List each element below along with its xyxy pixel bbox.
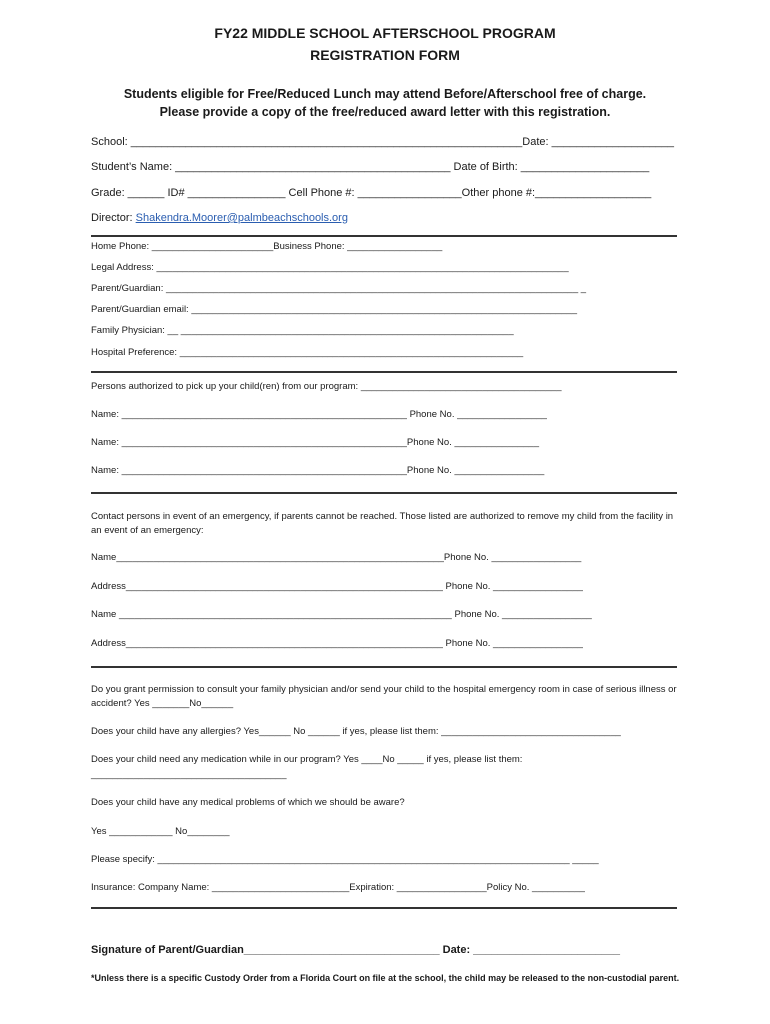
parent-guardian-email-field[interactable]: Parent/Guardian email: _________________________________________________________________________ <box>91 304 578 315</box>
form-title-line1: FY22 MIDDLE SCHOOL AFTERSCHOOL PROGRAM <box>214 25 556 41</box>
grade-id-phone-field[interactable]: Grade: ______ ID# ________________ Cell Phone #: _________________Other phone #:___________________ <box>91 187 652 199</box>
medical-problems-yes-no[interactable]: Yes ____________ No________ <box>91 826 230 837</box>
emergency-row[interactable]: Address____________________________________________________________ Phone No. _________________ <box>91 581 583 592</box>
please-specify-field[interactable]: Please specify: ______________________________________________________________________________ _____ <box>91 854 599 865</box>
eligibility-notice-line1: Students eligible for Free/Reduced Lunch may attend Before/Afterschool free of charge. <box>123 87 647 101</box>
pickup-intro[interactable]: Persons authorized to pick up your child(ren) from our program: ______________________________________ <box>91 381 562 392</box>
pickup-row[interactable]: Name: ______________________________________________________ Phone No. _________________ <box>91 409 547 420</box>
legal-address-field[interactable]: Legal Address: ______________________________________________________________________________ <box>91 262 569 273</box>
director-email-link[interactable]: Shakendra.Moorer@palmbeachschools.org <box>135 212 348 224</box>
section-divider <box>91 492 677 494</box>
pickup-row[interactable]: Name: ______________________________________________________Phone No. _________________ <box>91 465 545 476</box>
emergency-row[interactable]: Address____________________________________________________________ Phone No. _________________ <box>91 638 583 649</box>
form-title-line2: REGISTRATION FORM <box>310 47 460 63</box>
medical-permission-question[interactable]: Do you grant permission to consult your family physician and/or send your child to the hospital emergency room in case of serious illness or accident? Yes _______No______ <box>91 684 677 709</box>
section-divider <box>91 907 677 909</box>
director-label: Director: <box>91 212 136 224</box>
pickup-row[interactable]: Name: ______________________________________________________Phone No. ________________ <box>91 437 539 448</box>
parent-guardian-field[interactable]: Parent/Guardian: ______________________________________________________________________________ _ <box>91 283 587 294</box>
medical-problems-question: Does your child have any medical problems of which we should be aware? <box>91 797 405 808</box>
insurance-field[interactable]: Insurance: Company Name: __________________________Expiration: _________________Policy No. __________ <box>91 882 585 893</box>
section-divider <box>91 666 677 668</box>
medication-question[interactable]: Does your child need any medication while in our program? Yes ____No _____ if yes, please list them: <box>91 754 523 765</box>
custody-note: *Unless there is a specific Custody Order from a Florida Court on file at the school, the child may be released to the non-custodial parent. <box>91 973 680 983</box>
section-divider <box>91 371 677 373</box>
signature-field[interactable]: Signature of Parent/Guardian________________________________ Date: ________________________ <box>91 944 621 956</box>
hospital-preference-field[interactable]: Hospital Preference: _________________________________________________________________ <box>91 347 524 358</box>
student-name-dob-field[interactable]: Student’s Name: _____________________________________________ Date of Birth: _____________________ <box>91 161 650 173</box>
eligibility-notice-line2: Please provide a copy of the free/reduced award letter with this registration. <box>159 105 611 119</box>
family-physician-field[interactable]: Family Physician: __ _______________________________________________________________ <box>91 325 514 336</box>
school-date-field[interactable]: School: ________________________________________________________________Date: ____________________ <box>91 136 674 148</box>
emergency-row[interactable]: Name _______________________________________________________________ Phone No. _________________ <box>91 609 592 620</box>
medication-list-field[interactable]: _____________________________________ <box>91 769 287 780</box>
director-line <box>91 212 348 224</box>
emergency-intro: Contact persons in event of an emergency, if parents cannot be reached. Those listed are authorized to remove my child from the facility in an event of an emergency: <box>91 511 674 536</box>
allergies-question[interactable]: Does your child have any allergies? Yes______ No ______ if yes, please list them: __________________________________ <box>91 726 621 737</box>
section-divider <box>91 235 677 237</box>
home-business-phone-field[interactable]: Home Phone: _______________________Business Phone: __________________ <box>91 241 443 252</box>
emergency-row[interactable]: Name______________________________________________________________Phone No. _________________ <box>91 552 582 563</box>
